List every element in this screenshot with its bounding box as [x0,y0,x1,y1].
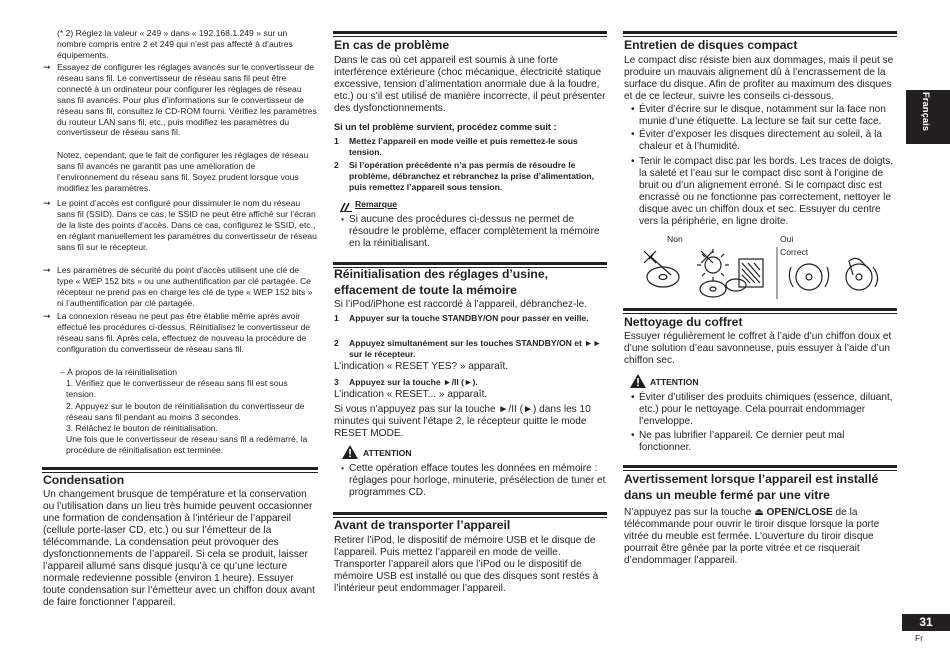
cabinet-caution-2: Ne pas lubrifier l’appareil. Ce dernier peut mal fonctionner. [639,430,845,454]
advanced-settings-text: Essayez de configurer les réglages avancés sur le convertisseur de réseau sans fil. Le convertisseur de réseau sans fil peut être connecté à un ordinateur pour configurer les réglages de réseau sans fil avancés. Pour plus d’informations sur le convertisseur de réseau sans fil, consultez le CD-ROM fourni. Vérifiez les paramètres du routeur LAN sans fil, etc., puis modifiez les paramètres du convertisseur de réseau sans fil. [57,62,317,138]
reset-step-2: 2. Appuyez sur le bouton de réinitialisation du convertisseur de réseau sans fil pendant au moins 3 secondes. [66,401,305,422]
bullet: • [631,430,635,441]
problem-step-1: Mettez l’appareil en mode veille et puis remettez-le sous tension. [349,136,578,157]
attention-label: ATTENTION [363,448,412,458]
section-rule [333,512,607,515]
section-rule [42,467,318,470]
eject-icon: ⏏ [754,507,764,518]
glass-cabinet-title-line1: Avertissement lorsque l’appareil est installé [624,472,879,486]
glass-cabinet-text-c: télécommande pour ouvrir le tiroir disque lorsque la porte vitrée du meuble est fermée. L’ouverture du tiroir disque pourrait être gênée par la porte vitrée et ce risquerait d’endommager l’appareil. [624,519,880,567]
open-close-key: OPEN/CLOSE [766,507,833,518]
problem-subtitle: Si un tel problème survient, procédez comme suit : [334,122,557,132]
label-non: Non [667,234,683,244]
attention-label: ATTENTION [650,377,699,387]
reset-step-3: Appuyez sur la touche ►/II (►). [349,377,478,387]
reset-step-3: 3. Relâchez le bouton de réinitialisation. [66,423,218,433]
factory-reset-text: Si l’iPod/iPhone est raccordé à l’appareil, débranchez-le. [334,299,588,310]
reset-step-4: Une fois que le convertisseur de réseau sans fil a redémarré, la procédure de réinitialisation est terminée. [66,434,308,455]
disc-tip-1: Éviter d’écrire sur le disque, notamment sur la face non munie d’une étiquette. La lecture se fait sur cette face. [639,104,886,128]
arrow-icon: ➞ [43,265,51,275]
language-side-tab-label: Français [920,92,931,132]
disc-handling-illustration [641,245,881,301]
disc-illustration-svg [641,245,881,301]
glass-cabinet-text-b: de la [835,507,858,518]
reset-about: – À propos de la réinitialisation [60,367,178,377]
attention-text: Cette opération efface toutes les données en mémoire : réglages pour horloge, minuterie, présélection de tuner et programmes CD. [349,463,606,499]
page-number: 31 [902,614,950,631]
glass-cabinet-text [624,507,898,567]
reset-timeout-text: Si vous n’appuyez pas sur la touche ►/II (►) dans les 10 minutes qui suivent l’étape 2, le récepteur quitte le mode RESET MODE. [334,404,591,440]
factory-reset-title-line2: effacement de toute la mémoire [334,283,517,297]
label-correct: Correct [780,247,809,257]
arrow-icon: ➞ [43,198,51,208]
condensation-title: Condensation [43,473,125,487]
section-rule [623,31,897,34]
page-language: Fr [915,633,924,643]
warning-icon [630,374,646,393]
security-text: Les paramètres de sécurité du point d’accès utilisent une clé de type « WEP 152 bits » ou une authentification par clé partagée. Ce récepteur ne prend pas en charge les clé de type « WEP 152 bits » ni l’authentification par clé partagée. [57,265,313,308]
bullet: • [631,104,635,115]
section-rule [623,308,897,311]
bullet: • [631,392,635,403]
reset-step-1: Appuyer sur la touche STANDBY/ON pour passer en veille. [349,313,589,323]
warning-icon [342,445,358,464]
section-rule [333,31,607,34]
step-number: 2 [334,160,339,170]
cabinet-cleaning-text: Essuyer régulièrement le coffret à l’aide d’un chiffon doux et d’une solution d’eau savonneuse, puis essuyer à l’aide d’un chiffon sec. [624,331,892,367]
factory-reset-title-line1: Réinitialisation des réglages d’usine, [334,267,549,281]
step-number: 2 [334,338,339,348]
disc-care-title: Entretien de disques compact [624,38,798,52]
label-oui: Oui [780,234,794,244]
transport-title: Avant de transporter l’appareil [334,518,511,532]
step-number: 3 [334,377,339,387]
cabinet-cleaning-title: Nettoyage du coffret [624,315,743,329]
reset-step-1: 1. Vérifiez que le convertisseur de réseau sans fil est sous tension. [66,378,288,399]
problem-text: Dans le cas où cet appareil est soumis à une forte interférence extérieure (choc mécanique, électricité statique excessive, tension d’alimentation anormale due à la foudre, etc.) ou s’il est utilisé de manière incorrecte, il peut présenter des dysfonctionnements. [334,55,606,115]
note-label: Remarque [355,199,398,209]
disc-tip-3: Tenir le compact disc par les bords. Les traces de doigts, la saleté et l’eau sur le compact disc sont à l’origine de bruit ou d’un alignement erroné. Si le compact disc est encrassé ou ne fonctionne pas correctement, nettoyer le disque avec un chiffon doux et sec. Essuyer du centre vers la périphérie, en ligne droite. [639,156,894,228]
condensation-text: Un changement brusque de température et la conservation ou l’utilisation dans un lieu très humide peuvent occasionner une formation de condensation à l’intérieur de l’appareil (cellule porte-laser CD, etc.) ou sur l’émetteur de la télécommande. La condensation peut provoquer des dysfonctionnements de l’appareil. Si cela se produit, laisser l’appareil allumé sans disque jusqu’à ce qu’une lecture normale redevienne possible (environ 1 heure). Essuyer toute condensation sur l’émetteur avec un chiffon doux avant de faire fonctionner l’appareil. [43,489,315,609]
ssid-hidden-text: Le point d’accès est configuré pour dissimuler le nom du réseau sans fil (SSID). Dans ce cas, le SSID ne peut être affiché sur l’écran de la liste des points d’accès. Dans ce cas, configurez le SSID, etc., en réglant manuellement les paramètres du convertisseur de réseau sans fil sur le récepteur. [57,198,317,252]
bullet: • [341,463,345,473]
arrow-icon: ➞ [43,62,51,72]
language-side-tab [906,90,950,144]
problem-title: En cas de problème [334,38,450,52]
reset-step-3-result: L’indication « RESET... » apparaît. [334,389,488,400]
transport-text: Retirer l’iPod, le dispositif de mémoire USB et le disque de l’appareil. Puis mettez l’appareil en mode de veille. Transporter l’appareil alors que l’iPod ou le dispositif de mémoire USB est installé ou que des disques sont restés à l’intérieur peut endommager l’appareil. [334,535,599,595]
step-number: 1 [334,313,339,323]
reset-step-2: Appuyez simultanément sur les touches STANDBY/ON et ►► sur le récepteur. [349,338,602,359]
reset-step-2-result: L’indication « RESET YES? » apparaît. [334,361,509,372]
bullet: • [631,156,635,167]
problem-step-2: Si l’opération précédente n’a pas permis de résoudre le problème, débranchez et rebranchez la prise d’alimentation, puis remettez l’appareil sous tension. [349,160,594,192]
arrow-icon: ➞ [43,311,51,321]
cabinet-caution-1: Éviter d’utiliser des produits chimiques (essence, diluant, etc.) pour le nettoyage. Cela pourrait endommager l’enveloppe. [639,392,893,428]
section-rule [623,465,897,468]
glass-cabinet-text-a: N’appuyez pas sur la touche [624,507,752,518]
disc-tip-2: Éviter d’exposer les disques directement au soleil, à la chaleur et à l’humidité. [639,129,882,153]
bullet: • [341,214,345,224]
note-text: Si aucune des procédures ci-dessus ne permet de résoudre le problème, effacer complètement la mémoire en la réinitialisant. [349,214,600,250]
step-number: 1 [334,136,339,146]
bullet: • [631,129,635,140]
disc-care-text: Le compact disc résiste bien aux dommages, mais il peut se produire un mauvais alignement dû à l’encrassement de la surface du disque. Afin de profiter au maximum des disques et de ce lecteur, suivre les conseils ci-dessous. [624,55,894,103]
footnote-2: (* 2) Réglez la valeur « 249 » dans « 192.168.1.249 » sur un nombre compris entre 2 et 249 qui n’est pas affecté à d’autres équipements. [57,28,293,60]
advanced-settings-note: Notez, cependant, que le fait de configurer les réglages de réseau sans fil avancés ne garantit pas une amélioration de l’environnement du réseau sans fil. Soyez prudent lorsque vous modifiez les paramètres. [57,150,309,193]
section-rule [333,262,607,265]
connection-fail-text: La connexion réseau ne peut pas être établie même après avoir effectué les procédures ci-dessus. Réinitialisez le convertisseur de réseau sans fil. Après cela, effectuez de nouveau la procédure de configuration du convertisseur de réseau sans fil. [57,311,311,354]
glass-cabinet-title-line2: dans un meuble fermé par une vitre [624,488,830,502]
